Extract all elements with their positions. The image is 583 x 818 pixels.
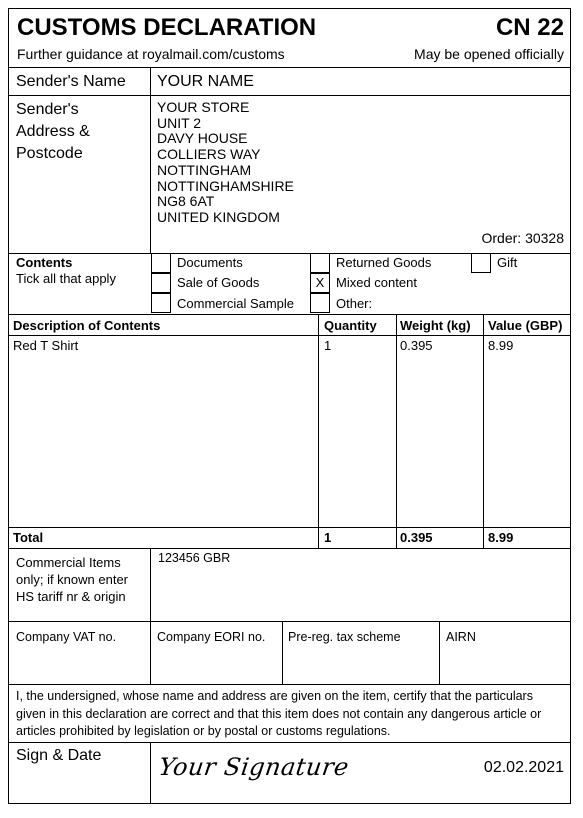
option-sale-of-goods-label: Sale of Goods [177,275,260,290]
sender-address-label [16,99,90,165]
header-description: Description of Contents [13,318,161,333]
divider [9,527,570,528]
address-label-line: Postcode [16,145,83,162]
row-value: 8.99 [488,338,514,353]
row-description: Red T Shirt [13,338,79,353]
order-number: Order: 30328 [481,230,564,246]
divider [9,335,570,336]
address-line: YOUR STORE [157,99,250,115]
header-weight: Weight (kg) [400,318,471,333]
option-mixed-content-label: Mixed content [336,275,417,290]
sender-name-value: YOUR NAME [157,73,254,90]
divider [150,548,151,621]
address-line: UNIT 2 [157,114,202,131]
divider [396,314,397,548]
address-line: NG8 6AT [157,193,215,210]
hs-tariff-value: 123456 GBR [158,551,231,565]
option-other-label: Other: [336,296,373,311]
form-code: CN 22 [495,14,564,41]
declaration-line: given in this declaration are correct and that this item does not contain any dangerous article or [16,706,542,721]
checkbox-sale-of-goods[interactable] [151,273,171,293]
row-weight: 0.395 [400,338,433,353]
checkbox-documents[interactable] [151,253,171,273]
divider [9,621,570,622]
checkbox-commercial-sample[interactable] [151,293,171,313]
option-returned-goods-label: Returned Goods [336,255,432,270]
checkbox-gift[interactable] [471,253,491,273]
company-vat-label: Company VAT no. [16,630,117,644]
declaration-text [16,688,541,741]
contents-hint: Tick all that apply [16,271,116,286]
commercial-label-line: only; if known enter [16,572,129,587]
total-weight: 0.395 [400,530,433,545]
commercial-items-label [16,554,128,605]
header-value: Value (GBP) [488,318,563,333]
address-line: NOTTINGHAMSHIRE [157,177,294,194]
checkbox-returned-goods[interactable] [310,253,330,273]
sign-date-label: Sign & Date [16,747,102,764]
divider [9,684,570,685]
divider [9,314,570,315]
commercial-label-line: Commercial Items [16,555,121,570]
divider [439,621,440,684]
divider [483,314,484,548]
divider [9,742,570,743]
divider [9,67,570,68]
declaration-line: articles prohibited by legislation or by postal or customs regulations. [16,724,391,738]
divider [9,548,570,549]
opened-officially-text: May be opened officially [414,46,564,62]
contents-label: Contents [16,255,73,270]
address-line: DAVY HOUSE [157,130,248,147]
divider [282,621,283,684]
option-commercial-sample-label: Commercial Sample [177,296,295,311]
sender-name-label: Sender's Name [16,73,126,90]
form-title: CUSTOMS DECLARATION [17,14,317,41]
option-gift-label: Gift [497,255,518,270]
cn22-form [8,8,571,804]
total-label: Total [13,530,44,545]
checkbox-other[interactable] [310,293,330,313]
header-quantity: Quantity [324,318,377,333]
divider [9,95,570,96]
company-eori-label: Company EORI no. [157,630,266,644]
prereg-tax-label: Pre-reg. tax scheme [288,630,401,644]
divider [150,742,151,804]
declaration-line: I, the undersigned, whose name and address are given on the item, certify that the particulars [16,689,533,703]
address-line: UNITED KINGDOM [157,208,280,225]
checkbox-mixed-content[interactable]: X [310,273,330,293]
address-line: COLLIERS WAY [157,146,261,163]
airn-label: AIRN [446,630,476,644]
sign-date-value: 02.02.2021 [483,759,564,776]
total-quantity: 1 [324,530,332,545]
address-label-line: Sender's [16,101,79,118]
row-quantity: 1 [324,338,332,353]
address-line: NOTTINGHAM [157,161,252,178]
option-documents-label: Documents [177,255,243,270]
divider [150,621,151,684]
signature: Your Signature [157,753,351,781]
sender-address-value [157,100,294,226]
divider [318,314,319,548]
address-label-line: Address & [16,123,90,140]
guidance-text: Further guidance at royalmail.com/customs [17,46,285,62]
total-value: 8.99 [488,530,514,545]
commercial-label-line: HS tariff nr & origin [16,589,126,604]
